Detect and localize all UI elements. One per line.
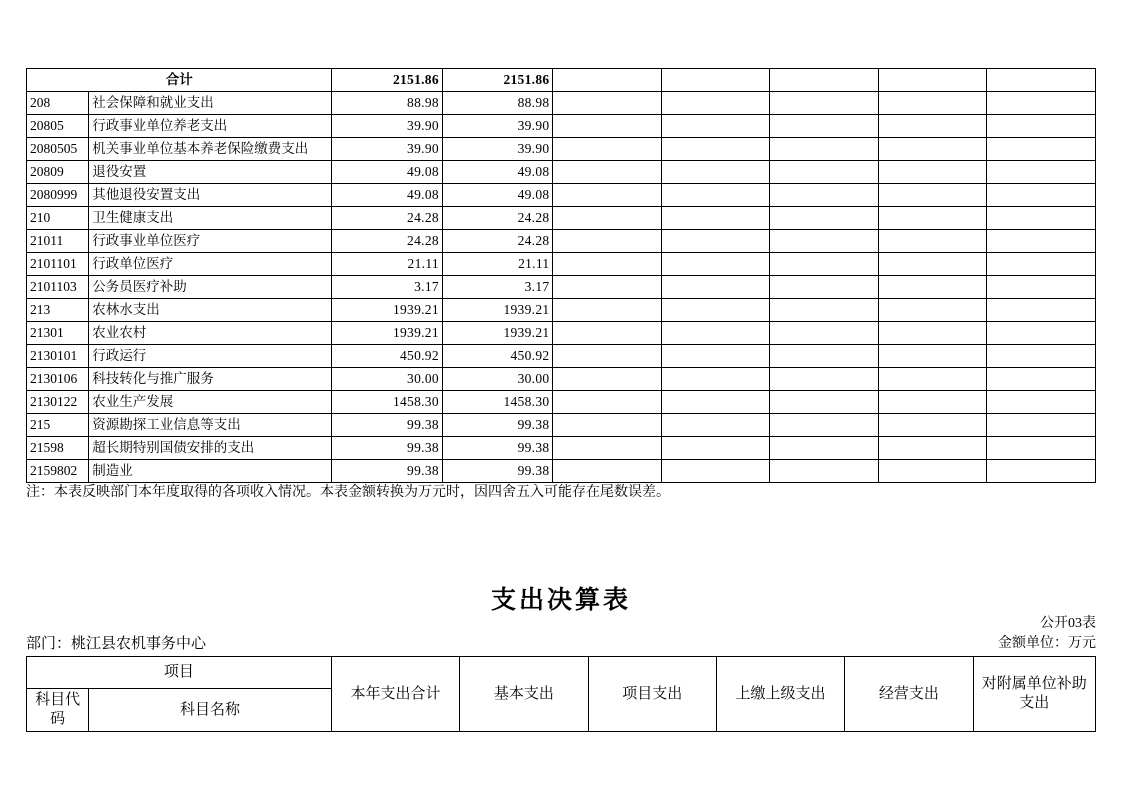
row-value-3	[553, 322, 662, 345]
row-value-6	[878, 345, 987, 368]
row-value-6	[878, 322, 987, 345]
row-value-7	[987, 460, 1096, 483]
row-value-3	[553, 414, 662, 437]
table-row	[27, 345, 1096, 368]
row-code: 2130122	[27, 391, 89, 414]
table-row	[27, 322, 1096, 345]
header-col-4: 上缴上级支出	[716, 657, 844, 732]
row-value-4	[661, 322, 770, 345]
income-table-continued	[26, 68, 1096, 483]
row-value-4	[661, 184, 770, 207]
total-value-2: 2151.86	[442, 69, 553, 92]
row-value-1: 88.98	[332, 92, 443, 115]
table-row	[27, 92, 1096, 115]
row-name: 制造业	[89, 460, 332, 483]
row-value-1: 99.38	[332, 414, 443, 437]
row-value-3	[553, 184, 662, 207]
row-value-6	[878, 437, 987, 460]
row-value-4	[661, 276, 770, 299]
header-row-1	[27, 657, 1096, 689]
total-label: 合计	[27, 69, 332, 92]
row-value-2: 99.38	[442, 414, 553, 437]
row-value-4	[661, 391, 770, 414]
expenditure-table-header	[26, 656, 1096, 732]
row-value-4	[661, 230, 770, 253]
row-value-4	[661, 368, 770, 391]
row-code: 215	[27, 414, 89, 437]
row-value-3	[553, 368, 662, 391]
table-row-total	[27, 69, 1096, 92]
row-value-5	[770, 184, 879, 207]
row-value-3	[553, 299, 662, 322]
row-value-6	[878, 161, 987, 184]
row-value-5	[770, 161, 879, 184]
header-col-5: 经营支出	[845, 657, 973, 732]
row-value-3	[553, 161, 662, 184]
row-name: 行政运行	[89, 345, 332, 368]
row-value-3	[553, 253, 662, 276]
row-value-6	[878, 207, 987, 230]
row-value-1: 1939.21	[332, 322, 443, 345]
row-name: 农业农村	[89, 322, 332, 345]
row-code: 2130101	[27, 345, 89, 368]
row-value-6	[878, 299, 987, 322]
table-row	[27, 414, 1096, 437]
total-value-3	[553, 69, 662, 92]
row-value-4	[661, 414, 770, 437]
row-value-1: 21.11	[332, 253, 443, 276]
header-sub-code: 科目代码	[27, 689, 89, 732]
row-value-7	[987, 161, 1096, 184]
row-value-5	[770, 345, 879, 368]
table-row	[27, 368, 1096, 391]
total-value-4	[661, 69, 770, 92]
page-title: 支出决算表	[490, 587, 631, 614]
total-value-7	[987, 69, 1096, 92]
row-value-7	[987, 253, 1096, 276]
row-value-4	[661, 92, 770, 115]
row-code: 210	[27, 207, 89, 230]
table-row	[27, 253, 1096, 276]
row-value-3	[553, 230, 662, 253]
row-code: 2101101	[27, 253, 89, 276]
row-value-1: 49.08	[332, 161, 443, 184]
row-value-6	[878, 92, 987, 115]
row-value-4	[661, 460, 770, 483]
table-row	[27, 184, 1096, 207]
header-col-2: 基本支出	[460, 657, 588, 732]
header-sub-name: 科目名称	[89, 689, 332, 732]
row-code: 2101103	[27, 276, 89, 299]
row-value-1: 30.00	[332, 368, 443, 391]
row-value-4	[661, 345, 770, 368]
header-col-3: 项目支出	[588, 657, 716, 732]
row-value-2: 1939.21	[442, 322, 553, 345]
row-value-6	[878, 115, 987, 138]
row-code: 20805	[27, 115, 89, 138]
expenditure-table	[26, 656, 1096, 732]
row-value-2: 21.11	[442, 253, 553, 276]
row-value-5	[770, 391, 879, 414]
row-value-4	[661, 299, 770, 322]
row-value-2: 24.28	[442, 207, 553, 230]
row-value-5	[770, 207, 879, 230]
row-value-2: 49.08	[442, 184, 553, 207]
open-sheet-label: 公开03表	[1040, 616, 1096, 631]
row-value-7	[987, 207, 1096, 230]
row-value-4	[661, 437, 770, 460]
row-code: 213	[27, 299, 89, 322]
row-value-2: 88.98	[442, 92, 553, 115]
row-name: 公务员医疗补助	[89, 276, 332, 299]
row-value-3	[553, 391, 662, 414]
income-table-body	[27, 69, 1096, 483]
table-row	[27, 230, 1096, 253]
row-value-5	[770, 414, 879, 437]
row-value-1: 39.90	[332, 138, 443, 161]
row-value-2: 24.28	[442, 230, 553, 253]
row-value-1: 3.17	[332, 276, 443, 299]
row-value-7	[987, 437, 1096, 460]
row-value-5	[770, 92, 879, 115]
department-label: 部门：桃江县农机事务中心	[26, 636, 207, 652]
row-value-3	[553, 460, 662, 483]
row-value-1: 99.38	[332, 437, 443, 460]
row-value-2: 1939.21	[442, 299, 553, 322]
row-value-2: 30.00	[442, 368, 553, 391]
table-row	[27, 460, 1096, 483]
row-value-5	[770, 437, 879, 460]
row-value-5	[770, 299, 879, 322]
row-value-4	[661, 207, 770, 230]
header-col-1: 本年支出合计	[331, 657, 459, 732]
row-name: 科技转化与推广服务	[89, 368, 332, 391]
row-code: 20809	[27, 161, 89, 184]
header-item-group: 项目	[27, 657, 332, 689]
row-code: 2080505	[27, 138, 89, 161]
total-value-6	[878, 69, 987, 92]
row-value-7	[987, 138, 1096, 161]
row-value-4	[661, 253, 770, 276]
row-name: 资源勘探工业信息等支出	[89, 414, 332, 437]
row-value-1: 1939.21	[332, 299, 443, 322]
table-row	[27, 138, 1096, 161]
row-value-1: 49.08	[332, 184, 443, 207]
row-value-2: 99.38	[442, 437, 553, 460]
row-value-2: 450.92	[442, 345, 553, 368]
row-value-3	[553, 345, 662, 368]
row-name: 行政事业单位医疗	[89, 230, 332, 253]
row-code: 21011	[27, 230, 89, 253]
row-value-6	[878, 414, 987, 437]
amount-unit-label: 金额单位：万元	[998, 636, 1096, 651]
row-value-1: 99.38	[332, 460, 443, 483]
row-value-2: 3.17	[442, 276, 553, 299]
row-value-3	[553, 92, 662, 115]
table-row	[27, 299, 1096, 322]
row-value-6	[878, 230, 987, 253]
row-name: 超长期特别国债安排的支出	[89, 437, 332, 460]
table-note: 注：本表反映部门本年度取得的各项收入情况。本表金额转换为万元时，因四舍五入可能存在尾数误差。	[26, 485, 670, 500]
row-value-3	[553, 207, 662, 230]
row-value-3	[553, 276, 662, 299]
row-name: 农林水支出	[89, 299, 332, 322]
row-value-5	[770, 115, 879, 138]
income-table	[26, 68, 1096, 483]
row-value-5	[770, 368, 879, 391]
table-row	[27, 115, 1096, 138]
row-value-2: 99.38	[442, 460, 553, 483]
row-value-7	[987, 276, 1096, 299]
row-value-1: 39.90	[332, 115, 443, 138]
table-row	[27, 161, 1096, 184]
row-value-7	[987, 299, 1096, 322]
row-value-5	[770, 138, 879, 161]
row-name: 行政事业单位养老支出	[89, 115, 332, 138]
row-name: 退役安置	[89, 161, 332, 184]
row-name: 机关事业单位基本养老保险缴费支出	[89, 138, 332, 161]
row-value-5	[770, 253, 879, 276]
table-row	[27, 391, 1096, 414]
row-value-6	[878, 138, 987, 161]
row-value-1: 1458.30	[332, 391, 443, 414]
header-col-6: 对附属单位补助支出	[973, 657, 1095, 732]
row-code: 2130106	[27, 368, 89, 391]
row-value-7	[987, 414, 1096, 437]
row-code: 21598	[27, 437, 89, 460]
row-value-7	[987, 115, 1096, 138]
row-value-2: 49.08	[442, 161, 553, 184]
row-value-7	[987, 184, 1096, 207]
row-name: 卫生健康支出	[89, 207, 332, 230]
row-code: 2080999	[27, 184, 89, 207]
table-row	[27, 276, 1096, 299]
row-value-7	[987, 391, 1096, 414]
row-value-6	[878, 391, 987, 414]
row-value-6	[878, 368, 987, 391]
row-value-4	[661, 161, 770, 184]
row-value-1: 24.28	[332, 230, 443, 253]
row-value-3	[553, 115, 662, 138]
row-name: 其他退役安置支出	[89, 184, 332, 207]
row-value-7	[987, 368, 1096, 391]
row-value-7	[987, 345, 1096, 368]
row-value-2: 1458.30	[442, 391, 553, 414]
row-value-5	[770, 276, 879, 299]
row-value-4	[661, 138, 770, 161]
row-code: 2159802	[27, 460, 89, 483]
row-value-7	[987, 322, 1096, 345]
total-value-5	[770, 69, 879, 92]
row-value-1: 450.92	[332, 345, 443, 368]
row-value-2: 39.90	[442, 115, 553, 138]
row-code: 208	[27, 92, 89, 115]
table-row	[27, 437, 1096, 460]
row-value-6	[878, 276, 987, 299]
row-value-5	[770, 230, 879, 253]
row-name: 农业生产发展	[89, 391, 332, 414]
row-value-6	[878, 253, 987, 276]
row-value-2: 39.90	[442, 138, 553, 161]
row-value-7	[987, 92, 1096, 115]
table-row	[27, 207, 1096, 230]
row-value-7	[987, 230, 1096, 253]
row-value-4	[661, 115, 770, 138]
row-value-5	[770, 460, 879, 483]
row-value-3	[553, 437, 662, 460]
row-value-6	[878, 460, 987, 483]
row-value-1: 24.28	[332, 207, 443, 230]
row-value-3	[553, 138, 662, 161]
row-name: 社会保障和就业支出	[89, 92, 332, 115]
row-value-5	[770, 322, 879, 345]
row-code: 21301	[27, 322, 89, 345]
row-name: 行政单位医疗	[89, 253, 332, 276]
total-value-1: 2151.86	[332, 69, 443, 92]
row-value-6	[878, 184, 987, 207]
